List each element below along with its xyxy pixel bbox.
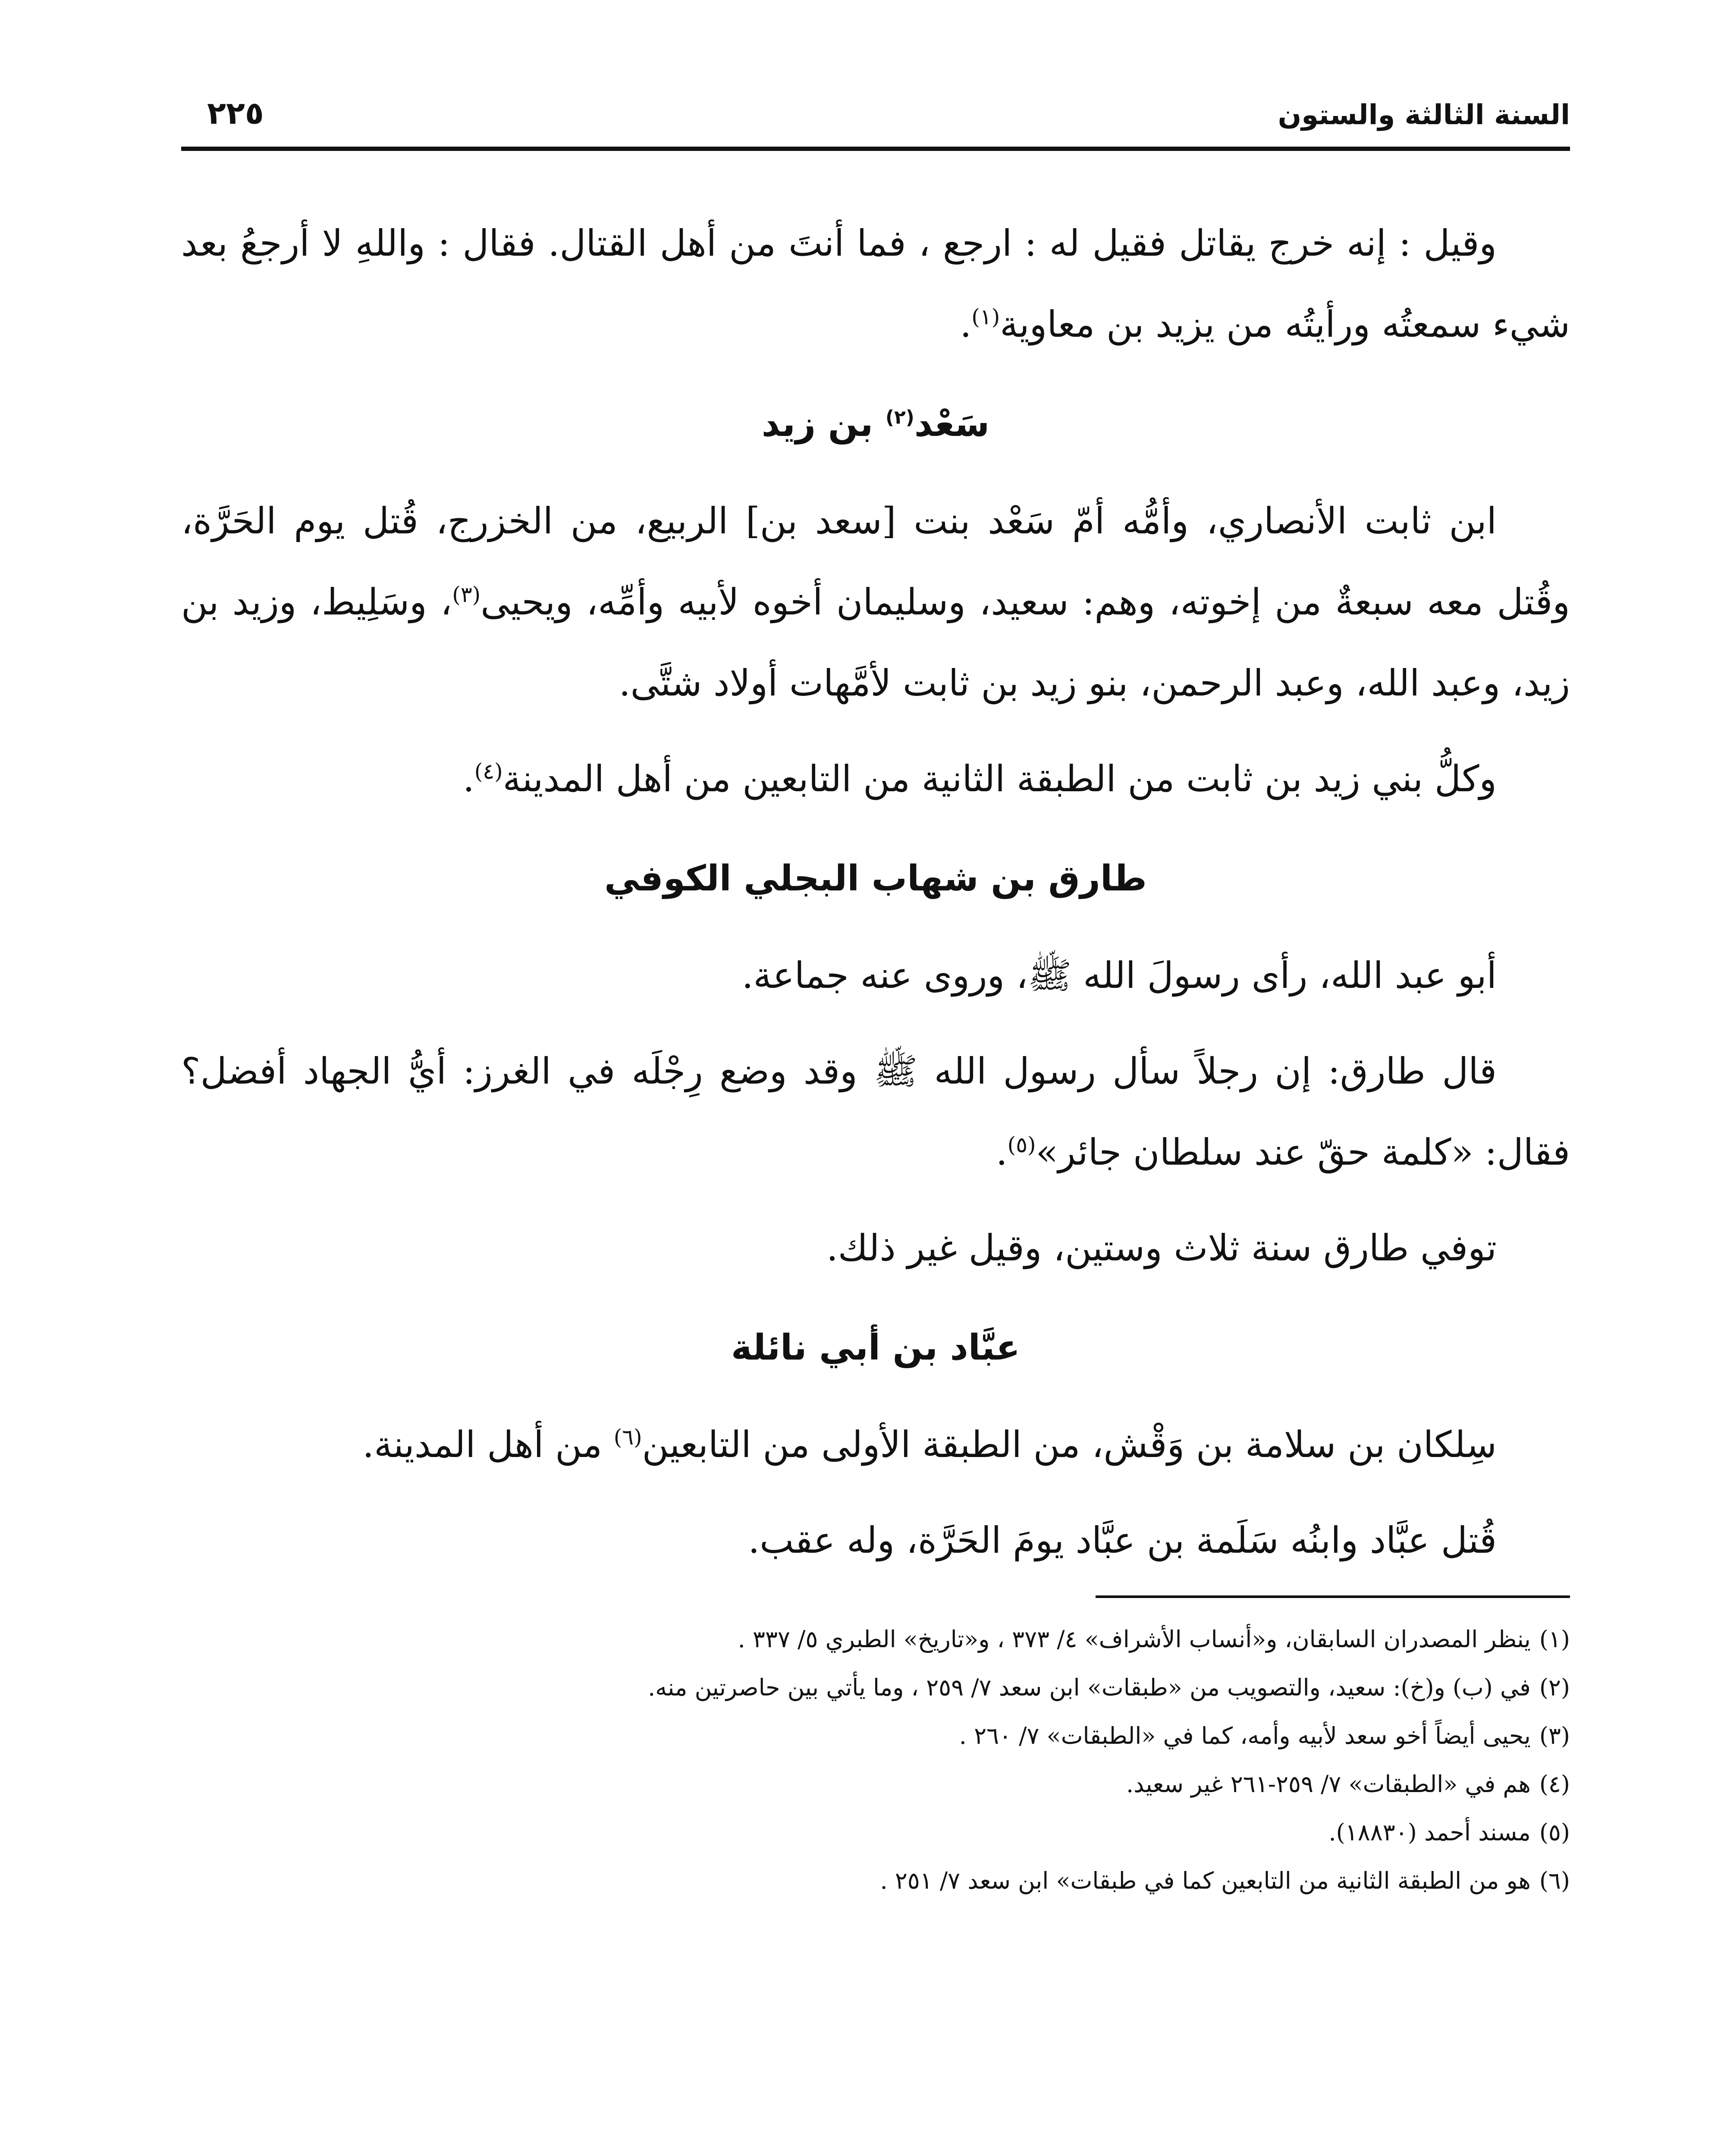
section-heading: عبَّاد بن أبي نائلة	[731, 1327, 1020, 1368]
footnote-ref: (٤)	[474, 759, 503, 784]
paragraph	[181, 203, 1570, 365]
paragraph: أبو عبد الله، رأى رسولَ الله ﷺ، وروى عنه جماعة.	[741, 954, 1497, 997]
paragraph-end: .	[995, 1131, 1008, 1173]
section-heading: طارق بن شهاب البجلي الكوفي	[604, 858, 1147, 899]
paragraph	[181, 480, 1570, 724]
footnote	[181, 1712, 1570, 1760]
footnote	[181, 1615, 1570, 1664]
footnote-number: (٢)	[1539, 1674, 1570, 1701]
footnote-number: (١)	[1539, 1626, 1570, 1653]
footnote	[181, 1664, 1570, 1712]
paragraph-end: .	[960, 303, 972, 345]
page-body	[181, 151, 1570, 1581]
footnote-number: (٦)	[1539, 1867, 1570, 1894]
paragraph-end: .	[463, 758, 474, 800]
footnote-text: هم في «الطبقات» ٧/ ٢٥٩-٢٦١ غير سعيد.	[1126, 1771, 1531, 1798]
paragraph-text: سِلكان بن سلامة بن وَقْش، من الطبقة الأولى من التابعين	[642, 1423, 1497, 1466]
paragraph-text: قال طارق: إن رجلاً سأل رسول الله ﷺ وقد وضع رِجْلَه في الغرز: أيُّ الجهاد أفضل؟ فقال: «كلمة حقّ عند سلطان جائر»	[181, 1050, 1570, 1173]
footnote	[181, 1808, 1570, 1857]
footnote-ref: (٢)	[885, 406, 914, 429]
footnote-text: هو من الطبقة الثانية من التابعين كما في طبقات» ابن سعد ٧/ ٢٥١ .	[880, 1867, 1531, 1894]
footnote-ref: (٥)	[1007, 1132, 1036, 1157]
footnote-ref: (٦)	[613, 1425, 642, 1450]
footnote-ref: (٣)	[452, 582, 481, 607]
footnote-text: في (ب) و(خ): سعيد، والتصويب من «طبقات» ابن سعد ٧/ ٢٥٩ ، وما يأتي بين حاصرتين منه.	[648, 1674, 1531, 1701]
footnote-text: يحيى أيضاً أخو سعد لأبيه وأمه، كما في «الطبقات» ٧/ ٢٦٠ .	[959, 1722, 1531, 1749]
page-number: ٢٢٥	[207, 95, 264, 131]
book-page	[181, 91, 1570, 2156]
heading-text: سَعْد	[914, 404, 990, 445]
running-head: السنة الثالثة والستون	[1278, 99, 1570, 131]
paragraph	[181, 738, 1570, 819]
footnote-number: (٣)	[1539, 1722, 1570, 1749]
footnote-number: (٤)	[1539, 1771, 1570, 1798]
footnote	[181, 1857, 1570, 1905]
footnote-text: ينظر المصدران السابقان، و«أنساب الأشراف» ٤/ ٣٧٣ ، و«تاريخ» الطبري ٥/ ٣٣٧ .	[738, 1626, 1531, 1653]
section-heading	[181, 394, 1570, 454]
footnotes	[181, 1595, 1570, 1905]
paragraph: قُتل عبَّاد وابنُه سَلَمة بن عبَّاد يومَ الحَرَّة، وله عقب.	[748, 1519, 1497, 1561]
paragraph	[181, 1031, 1570, 1193]
paragraph-text: ابن ثابت الأنصاري، وأمُّه أمّ سَعْد بنت [سعد بن] الربيع، من الخزرج، قُتل يوم الحَرَّة، وقُتل معه سبعةٌ من إخوته، وهم: سعيد، وسليمان أخوه لأبيه وأمِّه، ويحيى	[181, 500, 1570, 623]
paragraph: توفي طارق سنة ثلاث وستين، وقيل غير ذلك.	[826, 1227, 1497, 1269]
paragraph-text: وقيل : إنه خرج يقاتل فقيل له : ارجع ، فما أنتَ من أهل القتال. فقال : واللهِ لا أرجعُ بعد شيء سمعتُه ورأيتُه من يزيد بن معاوية	[181, 222, 1570, 345]
heading-text: بن زيد	[761, 404, 886, 445]
paragraph-text: من أهل المدينة.	[362, 1423, 614, 1466]
paragraph-text: وكلُّ بني زيد بن ثابت من الطبقة الثانية من التابعين من أهل المدينة	[502, 758, 1497, 800]
page-header	[181, 91, 1570, 151]
footnote	[181, 1760, 1570, 1808]
paragraph-text: ، وسَلِيط، وزيد بن زيد، وعبد الله، وعبد الرحمن، بنو زيد بن ثابت لأمَّهات أولاد شتَّى.	[181, 581, 1570, 704]
footnote-divider	[1096, 1595, 1570, 1598]
footnote-number: (٥)	[1539, 1819, 1570, 1846]
footnote-ref: (١)	[971, 304, 1000, 329]
footnote-text: مسند أحمد (١٨٨٣٠).	[1328, 1819, 1531, 1846]
paragraph	[181, 1404, 1570, 1485]
